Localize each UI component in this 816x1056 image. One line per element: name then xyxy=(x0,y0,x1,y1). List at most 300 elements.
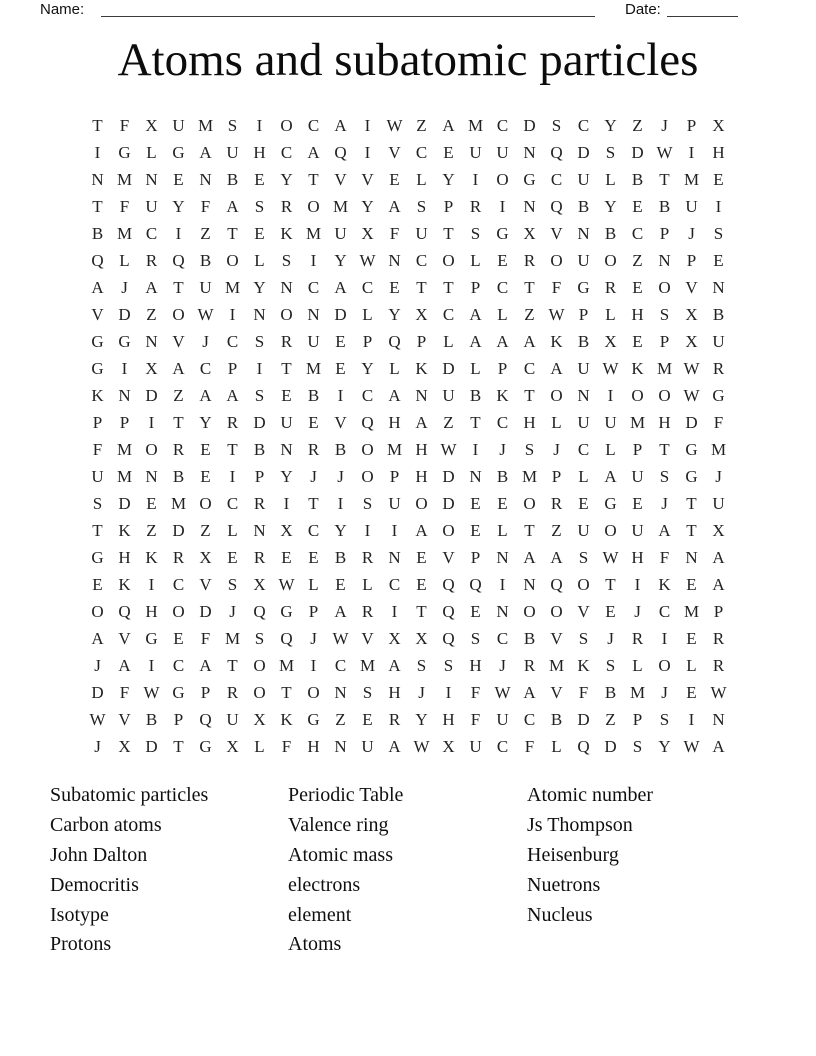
grid-letter: B xyxy=(658,197,671,216)
grid-letter: R xyxy=(172,440,185,459)
grid-letter: T xyxy=(443,278,454,297)
grid-letter: L xyxy=(497,521,508,540)
grid-letter: N xyxy=(91,170,104,189)
grid-letter: S xyxy=(632,737,643,756)
grid-letter: J xyxy=(310,467,317,486)
grid-letter: Y xyxy=(199,413,212,432)
grid-letter: Z xyxy=(443,413,454,432)
grid-letter: I xyxy=(229,305,236,324)
grid-letter: O xyxy=(280,116,293,135)
grid-letter: I xyxy=(148,575,155,594)
grid-letter: J xyxy=(121,278,128,297)
grid-letter: L xyxy=(605,305,616,324)
grid-letter: W xyxy=(494,683,511,702)
grid-letter: E xyxy=(605,602,616,621)
grid-letter: G xyxy=(685,440,698,459)
name-label: Name: xyxy=(40,1,85,18)
grid-letter: T xyxy=(686,521,697,540)
grid-letter: N xyxy=(145,170,158,189)
grid-letter: A xyxy=(496,332,509,351)
grid-letter: B xyxy=(631,170,644,189)
grid-letter: K xyxy=(91,386,104,405)
grid-letter: I xyxy=(337,386,344,405)
grid-letter: J xyxy=(688,224,695,243)
grid-letter: W xyxy=(440,440,457,459)
grid-letter: L xyxy=(578,467,589,486)
grid-letter: S xyxy=(254,332,265,351)
grid-letter: T xyxy=(443,224,454,243)
grid-letter: R xyxy=(226,683,239,702)
grid-letter: K xyxy=(415,359,428,378)
grid-letter: Y xyxy=(388,305,401,324)
grid-letter: F xyxy=(389,224,400,243)
grid-letter: R xyxy=(361,548,374,567)
grid-letter: D xyxy=(199,602,212,621)
grid-letter: W xyxy=(683,737,700,756)
grid-letter: C xyxy=(496,116,509,135)
grid-letter: M xyxy=(683,602,700,621)
grid-letter: N xyxy=(118,386,131,405)
grid-letter: A xyxy=(415,413,428,432)
grid-letter: V xyxy=(550,224,563,243)
grid-letter: T xyxy=(416,278,427,297)
grid-letter: A xyxy=(712,548,725,567)
grid-letter: B xyxy=(712,305,725,324)
grid-letter: S xyxy=(227,116,238,135)
grid-letter: S xyxy=(578,629,589,648)
word-list-column-1 xyxy=(50,781,208,960)
grid-letter: N xyxy=(388,251,401,270)
grid-letter: L xyxy=(308,575,319,594)
grid-letter: R xyxy=(469,197,482,216)
grid-letter: N xyxy=(334,737,347,756)
grid-letter: W xyxy=(602,359,619,378)
grid-letter: G xyxy=(91,548,104,567)
grid-letter: P xyxy=(470,548,481,567)
word-list-item: Nucleus xyxy=(527,903,593,926)
grid-letter: S xyxy=(659,467,670,486)
grid-letter: U xyxy=(415,224,428,243)
grid-letter: X xyxy=(226,737,239,756)
grid-letter: V xyxy=(118,710,131,729)
grid-letter: P xyxy=(119,413,130,432)
grid-letter: E xyxy=(632,278,643,297)
grid-letter: T xyxy=(227,224,238,243)
grid-letter: T xyxy=(227,656,238,675)
grid-letter: R xyxy=(631,629,644,648)
grid-letter: C xyxy=(631,224,644,243)
grid-letter: X xyxy=(361,224,374,243)
page-title: Atoms and subatomic particles xyxy=(117,34,699,86)
grid-letter: V xyxy=(334,413,347,432)
grid-letter: E xyxy=(686,575,697,594)
grid-letter: A xyxy=(658,521,671,540)
grid-letter: J xyxy=(715,467,722,486)
letter-grid xyxy=(84,112,732,760)
grid-letter: P xyxy=(686,251,697,270)
grid-letter: R xyxy=(712,656,725,675)
grid-letter: S xyxy=(551,116,562,135)
grid-letter: G xyxy=(604,494,617,513)
grid-letter: U xyxy=(712,332,725,351)
grid-letter: I xyxy=(715,197,722,216)
grid-letter: X xyxy=(280,521,293,540)
grid-letter: O xyxy=(658,386,671,405)
grid-letter: A xyxy=(226,386,239,405)
grid-letter: B xyxy=(577,197,590,216)
grid-letter: Q xyxy=(442,629,455,648)
grid-letter: E xyxy=(200,440,211,459)
grid-letter: B xyxy=(334,440,347,459)
grid-letter: N xyxy=(577,386,590,405)
grid-letter: H xyxy=(307,737,320,756)
grid-letter: T xyxy=(470,413,481,432)
grid-letter: J xyxy=(634,602,641,621)
grid-letter: C xyxy=(361,278,374,297)
grid-letter: R xyxy=(604,278,617,297)
grid-letter: U xyxy=(226,143,239,162)
grid-letter: K xyxy=(550,332,563,351)
grid-letter: H xyxy=(253,143,266,162)
grid-letter: E xyxy=(335,575,346,594)
grid-letter: J xyxy=(553,440,560,459)
grid-letter: E xyxy=(713,251,724,270)
grid-letter: N xyxy=(280,278,293,297)
grid-letter: H xyxy=(145,602,158,621)
grid-letter: O xyxy=(172,305,185,324)
grid-letter: E xyxy=(389,170,400,189)
grid-letter: X xyxy=(145,116,158,135)
grid-letter: N xyxy=(712,278,725,297)
grid-letter: Q xyxy=(199,710,212,729)
grid-letter: W xyxy=(413,737,430,756)
grid-letter: U xyxy=(496,710,509,729)
grid-letter: Y xyxy=(361,197,374,216)
grid-letter: T xyxy=(524,278,535,297)
grid-letter: X xyxy=(442,737,455,756)
grid-letter: Z xyxy=(335,710,346,729)
grid-letter: Z xyxy=(200,224,211,243)
grid-letter: C xyxy=(523,359,536,378)
grid-letter: I xyxy=(364,143,371,162)
grid-letter: L xyxy=(119,251,130,270)
grid-letter: O xyxy=(145,440,158,459)
grid-letter: Y xyxy=(604,197,617,216)
grid-letter: N xyxy=(253,305,266,324)
grid-letter: T xyxy=(173,737,184,756)
grid-letter: L xyxy=(470,251,481,270)
grid-letter: I xyxy=(256,359,263,378)
grid-letter: F xyxy=(200,197,211,216)
grid-letter: S xyxy=(605,143,616,162)
grid-letter: E xyxy=(497,251,508,270)
word-list-item: Protons xyxy=(50,933,112,956)
grid-letter: T xyxy=(524,521,535,540)
grid-letter: C xyxy=(226,332,239,351)
grid-letter: Z xyxy=(632,251,643,270)
grid-letter: X xyxy=(415,629,428,648)
grid-letter: Q xyxy=(361,413,374,432)
grid-letter: H xyxy=(442,710,455,729)
grid-letter: B xyxy=(604,224,617,243)
grid-letter: A xyxy=(145,278,158,297)
grid-letter: U xyxy=(361,737,374,756)
grid-letter: Q xyxy=(172,251,185,270)
grid-letter: I xyxy=(472,440,479,459)
grid-letter: X xyxy=(118,737,131,756)
grid-letter: Q xyxy=(253,602,266,621)
grid-letter: K xyxy=(577,656,590,675)
grid-letter: F xyxy=(578,683,589,702)
grid-letter: D xyxy=(118,305,131,324)
grid-letter: O xyxy=(550,386,563,405)
grid-letter: U xyxy=(712,494,725,513)
grid-letter: U xyxy=(604,413,617,432)
grid-letter: P xyxy=(443,197,454,216)
grid-letter: W xyxy=(602,548,619,567)
grid-letter: Q xyxy=(442,575,455,594)
grid-letter: B xyxy=(145,710,158,729)
grid-letter: J xyxy=(499,440,506,459)
grid-letter: D xyxy=(523,116,536,135)
grid-letter: L xyxy=(227,521,238,540)
grid-letter: O xyxy=(550,602,563,621)
grid-letter: G xyxy=(307,710,320,729)
grid-letter: L xyxy=(632,656,643,675)
grid-letter: O xyxy=(604,251,617,270)
grid-letter: N xyxy=(415,386,428,405)
grid-letter: T xyxy=(686,494,697,513)
grid-letter: V xyxy=(388,143,401,162)
grid-letter: A xyxy=(307,143,320,162)
grid-letter: T xyxy=(281,683,292,702)
grid-letter: A xyxy=(199,386,212,405)
grid-letter: P xyxy=(497,359,508,378)
grid-letter: O xyxy=(253,656,266,675)
grid-letter: E xyxy=(713,170,724,189)
grid-letter: Q xyxy=(550,197,563,216)
grid-letter: R xyxy=(361,602,374,621)
grid-letter: M xyxy=(710,440,727,459)
grid-letter: I xyxy=(688,143,695,162)
grid-letter: A xyxy=(334,602,347,621)
grid-letter: I xyxy=(364,521,371,540)
grid-letter: R xyxy=(388,710,401,729)
grid-letter: I xyxy=(364,116,371,135)
grid-letter: M xyxy=(278,656,295,675)
grid-letter: L xyxy=(551,413,562,432)
grid-letter: N xyxy=(496,602,509,621)
grid-letter: S xyxy=(281,251,292,270)
grid-letter: Z xyxy=(200,521,211,540)
grid-letter: J xyxy=(94,737,101,756)
word-list-item: element xyxy=(288,903,352,926)
grid-letter: H xyxy=(388,413,401,432)
grid-letter: D xyxy=(577,143,590,162)
grid-letter: C xyxy=(415,143,428,162)
grid-letter: I xyxy=(175,224,182,243)
grid-letter: H xyxy=(631,305,644,324)
grid-letter: E xyxy=(254,224,265,243)
grid-letter: E xyxy=(416,575,427,594)
grid-letter: T xyxy=(281,359,292,378)
grid-letter: O xyxy=(199,494,212,513)
grid-letter: N xyxy=(253,521,266,540)
grid-letter: S xyxy=(227,575,238,594)
grid-letter: E xyxy=(632,332,643,351)
grid-letter: S xyxy=(578,548,589,567)
grid-letter: O xyxy=(442,251,455,270)
grid-letter: D xyxy=(91,683,104,702)
grid-letter: C xyxy=(145,224,158,243)
grid-letter: R xyxy=(280,332,293,351)
grid-letter: E xyxy=(497,494,508,513)
grid-letter: O xyxy=(172,602,185,621)
grid-letter: J xyxy=(229,602,236,621)
grid-letter: O xyxy=(307,683,320,702)
grid-letter: C xyxy=(172,656,185,675)
grid-letter: M xyxy=(224,629,241,648)
grid-letter: Y xyxy=(280,170,293,189)
grid-letter: M xyxy=(467,116,484,135)
grid-letter: Q xyxy=(388,332,401,351)
grid-letter: Y xyxy=(280,467,293,486)
grid-letter: N xyxy=(469,467,482,486)
grid-letter: C xyxy=(307,278,320,297)
grid-letter: L xyxy=(362,575,373,594)
grid-letter: F xyxy=(524,737,535,756)
grid-letter: C xyxy=(307,521,320,540)
grid-letter: C xyxy=(172,575,185,594)
grid-letter: G xyxy=(199,737,212,756)
grid-letter: G xyxy=(91,359,104,378)
grid-letter: U xyxy=(442,386,455,405)
grid-letter: X xyxy=(685,332,698,351)
grid-letter: A xyxy=(523,332,536,351)
grid-letter: E xyxy=(308,548,319,567)
grid-letter: T xyxy=(92,521,103,540)
grid-letter: Z xyxy=(524,305,535,324)
grid-letter: Y xyxy=(172,197,185,216)
grid-letter: B xyxy=(253,440,266,459)
grid-letter: Y xyxy=(442,170,455,189)
grid-letter: Q xyxy=(577,737,590,756)
grid-letter: O xyxy=(361,440,374,459)
grid-letter: U xyxy=(496,143,509,162)
grid-letter: B xyxy=(172,467,185,486)
grid-letter: C xyxy=(658,602,671,621)
grid-letter: W xyxy=(386,116,403,135)
grid-letter: D xyxy=(145,386,158,405)
grid-letter: J xyxy=(661,116,668,135)
grid-letter: O xyxy=(604,521,617,540)
grid-letter: P xyxy=(686,116,697,135)
grid-letter: P xyxy=(389,467,400,486)
grid-letter: R xyxy=(145,251,158,270)
grid-letter: D xyxy=(334,305,347,324)
word-list-item: John Dalton xyxy=(50,843,148,866)
grid-letter: M xyxy=(656,359,673,378)
grid-letter: X xyxy=(199,548,212,567)
grid-letter: I xyxy=(121,359,128,378)
grid-letter: N xyxy=(577,224,590,243)
grid-letter: V xyxy=(199,575,212,594)
grid-letter: A xyxy=(388,737,401,756)
grid-letter: U xyxy=(307,332,320,351)
grid-letter: L xyxy=(146,143,157,162)
grid-letter: U xyxy=(172,116,185,135)
word-list-item: Atomic mass xyxy=(288,843,393,866)
grid-letter: I xyxy=(283,494,290,513)
grid-letter: E xyxy=(335,359,346,378)
grid-letter: B xyxy=(577,332,590,351)
grid-letter: H xyxy=(388,683,401,702)
grid-letter: U xyxy=(685,197,698,216)
grid-letter: F xyxy=(470,710,481,729)
grid-letter: A xyxy=(172,359,185,378)
grid-letter: O xyxy=(550,251,563,270)
grid-letter: M xyxy=(116,170,133,189)
grid-letter: S xyxy=(362,683,373,702)
grid-letter: E xyxy=(632,197,643,216)
grid-letter: S xyxy=(416,197,427,216)
grid-letter: L xyxy=(551,737,562,756)
grid-letter: D xyxy=(577,710,590,729)
grid-letter: C xyxy=(415,251,428,270)
grid-letter: I xyxy=(229,467,236,486)
grid-letter: J xyxy=(418,683,425,702)
grid-letter: C xyxy=(361,386,374,405)
grid-letter: B xyxy=(496,467,509,486)
grid-letter: U xyxy=(226,710,239,729)
grid-letter: S xyxy=(659,710,670,729)
grid-letter: H xyxy=(469,656,482,675)
grid-letter: S xyxy=(713,224,724,243)
grid-letter: K xyxy=(658,575,671,594)
grid-letter: H xyxy=(631,548,644,567)
grid-letter: Y xyxy=(415,710,428,729)
grid-letter: W xyxy=(656,143,673,162)
grid-letter: K xyxy=(280,710,293,729)
word-list-item: electrons xyxy=(288,873,361,896)
grid-letter: I xyxy=(391,521,398,540)
grid-letter: K xyxy=(118,575,131,594)
grid-letter: A xyxy=(118,656,131,675)
grid-letter: V xyxy=(550,629,563,648)
grid-letter: O xyxy=(415,494,428,513)
grid-letter: E xyxy=(470,494,481,513)
grid-letter: Q xyxy=(550,143,563,162)
grid-letter: D xyxy=(118,494,131,513)
word-list-item: Atomic number xyxy=(527,784,654,806)
grid-letter: Y xyxy=(334,251,347,270)
grid-letter: X xyxy=(712,521,725,540)
word-list-item: Atoms xyxy=(288,933,342,956)
grid-letter: N xyxy=(145,467,158,486)
grid-letter: C xyxy=(577,440,590,459)
grid-letter: G xyxy=(145,629,158,648)
grid-letter: S xyxy=(92,494,103,513)
word-list-column-3 xyxy=(527,781,653,930)
grid-letter: I xyxy=(310,251,317,270)
date-label: Date: xyxy=(625,1,661,18)
grid-letter: F xyxy=(281,737,292,756)
grid-letter: C xyxy=(280,143,293,162)
word-list-item: Carbon atoms xyxy=(50,813,162,836)
grid-letter: B xyxy=(334,548,347,567)
word-list-item: Valence ring xyxy=(288,813,389,836)
grid-letter: N xyxy=(388,548,401,567)
